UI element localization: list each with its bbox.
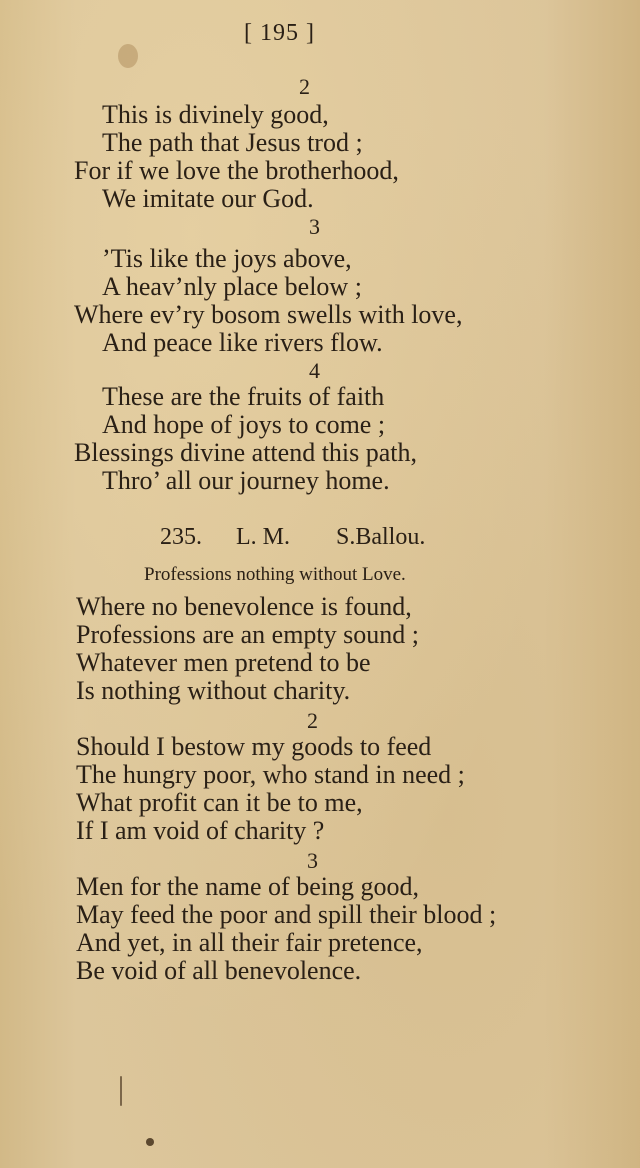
- verse-line: Professions are an empty sound ;: [76, 620, 420, 649]
- verse-line: We imitate our God.: [102, 184, 314, 213]
- verse-line: Where no benevolence is found,: [76, 592, 412, 621]
- verse-line: A heav’nly place below ;: [102, 272, 362, 301]
- verse-line: If I am void of charity ?: [76, 816, 325, 845]
- hymn-title: Professions nothing without Love.: [144, 564, 406, 585]
- verse-line: Thro’ all our journey home.: [102, 466, 390, 495]
- hymn-meter: L. M.: [236, 524, 290, 550]
- verse-number: 2: [307, 708, 318, 733]
- verse-line: Is nothing without charity.: [76, 676, 351, 705]
- verse-line: And yet, in all their fair pretence,: [76, 928, 423, 957]
- verse-line: The hungry poor, who stand in need ;: [76, 760, 465, 789]
- ink-stain: [118, 44, 138, 68]
- verse-line: Blessings divine attend this path,: [74, 438, 418, 467]
- verse-line: Whatever men pretend to be: [76, 648, 371, 677]
- verse-line: Should I bestow my goods to feed: [76, 732, 432, 761]
- verse-line: Where ev’ry bosom swells with love,: [74, 300, 463, 329]
- verse-line: What profit can it be to me,: [76, 788, 363, 817]
- verse-number: 3: [307, 848, 318, 873]
- verse-line: For if we love the brotherhood,: [74, 156, 399, 185]
- verse-line: And hope of joys to come ;: [102, 410, 386, 439]
- verse-line: Men for the name of being good,: [76, 872, 419, 901]
- ink-dot: [146, 1138, 154, 1146]
- edge-mark: [120, 1076, 122, 1106]
- verse-line: May feed the poor and spill their blood ;: [76, 900, 497, 929]
- verse-line: The path that Jesus trod ;: [102, 128, 363, 157]
- verse-line: This is divinely good,: [102, 100, 329, 129]
- verse-line: ’Tis like the joys above,: [102, 244, 352, 273]
- page-number: [ 195 ]: [244, 20, 315, 46]
- verse-line: And peace like rivers flow.: [102, 328, 383, 357]
- hymn-number: 235.: [160, 524, 202, 550]
- verse-number: 3: [309, 214, 320, 239]
- verse-number: 4: [309, 358, 320, 383]
- verse-line: Be void of all benevolence.: [76, 956, 362, 985]
- verse-line: These are the fruits of faith: [102, 382, 385, 411]
- verse-number: 2: [299, 74, 310, 99]
- hymn-author: S.Ballou.: [336, 524, 426, 550]
